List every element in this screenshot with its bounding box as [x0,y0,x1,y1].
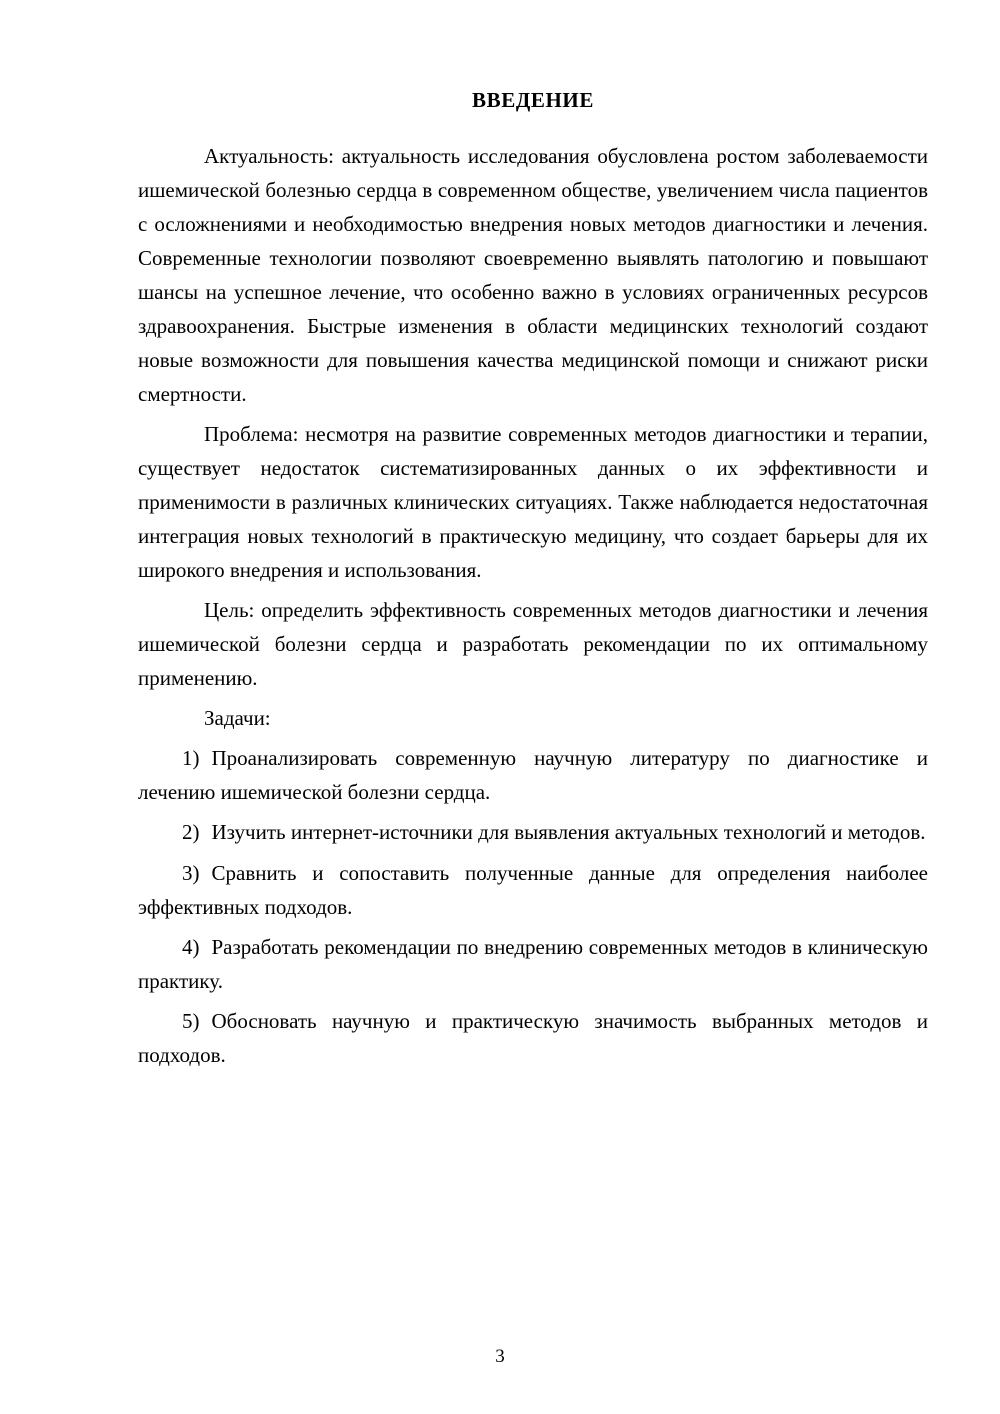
task-item [138,1004,928,1072]
task-item [138,815,928,849]
task-number: 2) [182,820,200,845]
task-number: 4) [182,934,200,959]
page-title: ВВЕДЕНИЕ [472,88,594,112]
task-item [138,930,928,998]
task-text: Обосновать научную и практическую значимость выбранных методов и подходов. [138,1008,928,1067]
paragraph-problem: Проблема: несмотря на развитие современных методов диагностики и терапии, существует недостаток систематизированных данных о их эффективности и применимости в различных клинических ситуациях. Также наблюдается недостаточная интеграция новых технологий в практическую медицину, что создает барьеры для их широкого внедрения и использования. [138,422,928,583]
task-number: 5) [182,1008,200,1033]
task-item [138,741,928,809]
task-text: Изучить интернет-источники для выявления актуальных технологий и методов. [211,820,926,845]
task-number: 3) [182,860,200,885]
task-text: Проанализировать современную научную литературу по диагностике и лечению ишемической болезни сердца. [138,746,928,805]
task-text: Разработать рекомендации по внедрению современных методов в клиническую практику. [138,934,928,993]
paragraph-goal: Цель: определить эффективность современных методов диагностики и лечения ишемической болезни сердца и разработать рекомендации по их оптимальному применению. [138,598,928,691]
task-number: 1) [182,746,200,771]
page-number: 3 [495,1346,505,1367]
tasks-label: Задачи: [204,706,271,731]
paragraph-relevance: Актуальность: актуальность исследования обусловлена ростом заболеваемости ишемической болезнью сердца в современном обществе, увеличением числа пациентов с осложнениями и необходимостью внедрения новых методов диагностики и лечения. Современные технологии позволяют своевременно выявлять патологию и повышают шансы на успешное лечение, что особенно важно в условиях ограниченных ресурсов здравоохранения. Быстрые изменения в области медицинских технологий создают новые возможности для повышения качества медицинской помощи и снижают риски смертности. [138,144,928,407]
task-item [138,856,928,924]
task-text: Сравнить и сопоставить полученные данные для определения наиболее эффективных подходов. [138,860,928,919]
